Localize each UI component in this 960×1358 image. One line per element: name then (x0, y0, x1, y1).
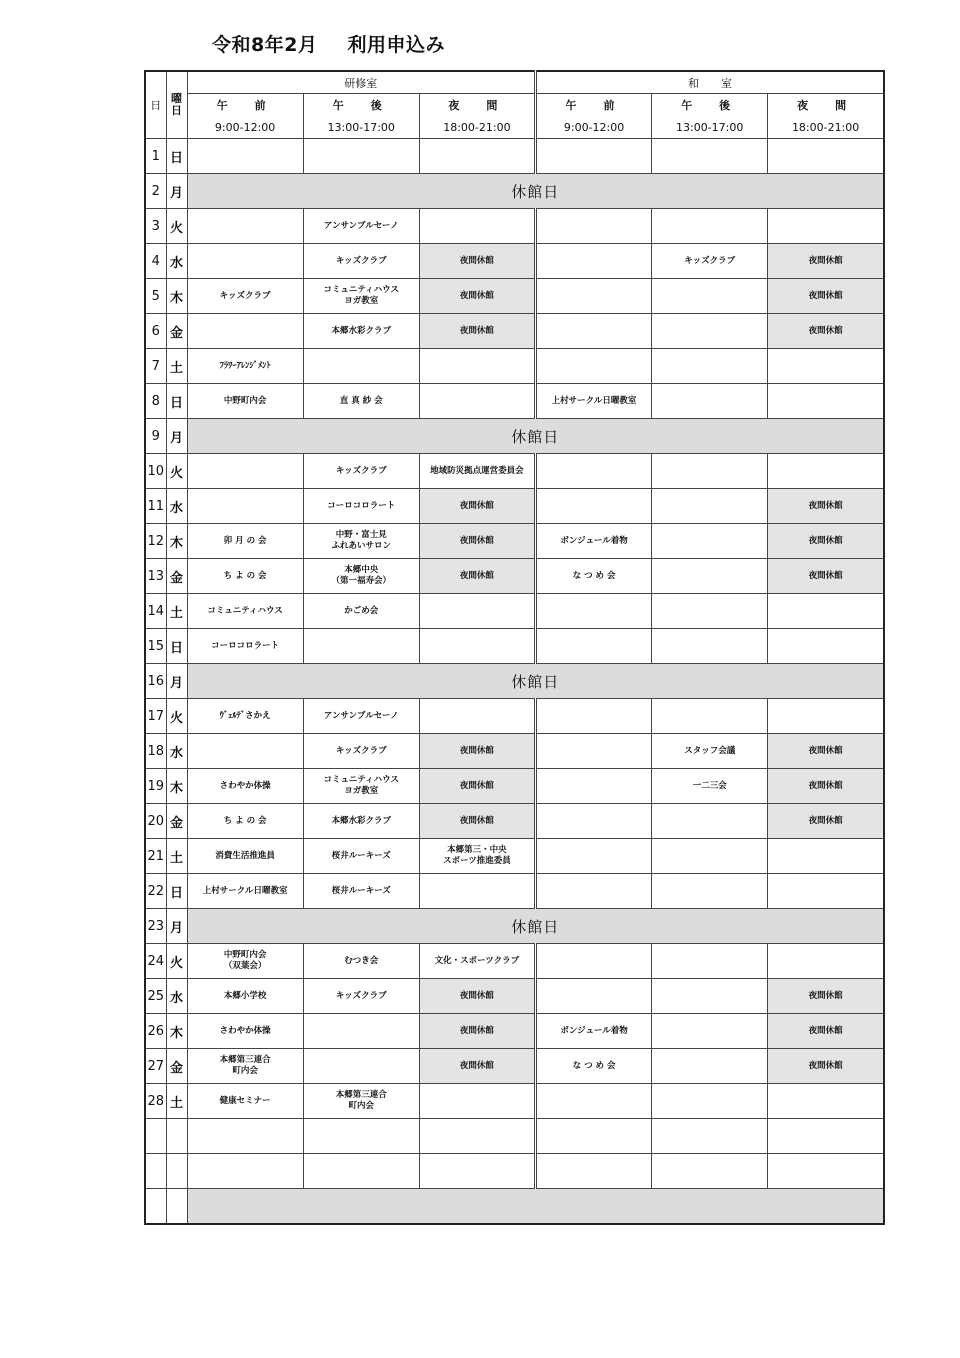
booking-cell[interactable]: 夜間休館 (768, 559, 884, 594)
weekday (166, 1119, 187, 1154)
booking-cell[interactable] (187, 734, 303, 769)
booking-cell[interactable]: コミュニティハウス ヨガ教室 (303, 769, 419, 804)
booking-cell[interactable]: 夜間休館 (768, 804, 884, 839)
weekday: 木 (166, 1014, 187, 1049)
table-row (145, 454, 884, 489)
weekday: 水 (166, 489, 187, 524)
booking-cell[interactable] (768, 699, 884, 734)
booking-cell[interactable]: 本郷水彩クラブ (303, 804, 419, 839)
weekday: 日 (166, 874, 187, 909)
day-number: 1 (145, 139, 166, 174)
day-number: 22 (145, 874, 166, 909)
table-row (145, 489, 884, 524)
table-row (145, 419, 884, 454)
time-header-pm: 13:00-17:00 (303, 116, 419, 139)
booking-cell[interactable]: 本郷第三連合 町内会 (187, 1049, 303, 1084)
booking-cell[interactable]: な つ め 会 (535, 1049, 651, 1084)
day-number: 13 (145, 559, 166, 594)
booking-cell[interactable] (535, 699, 651, 734)
booking-cell[interactable]: さわやか体操 (187, 1014, 303, 1049)
booking-cell[interactable]: コミュニティハウス (187, 594, 303, 629)
booking-cell[interactable] (652, 699, 768, 734)
booking-cell[interactable] (303, 1119, 419, 1154)
booking-cell[interactable]: キッズクラブ (303, 454, 419, 489)
booking-cell[interactable]: ち よ の 会 (187, 559, 303, 594)
table-row (145, 1049, 884, 1084)
weekday: 火 (166, 454, 187, 489)
weekday: 日 (166, 384, 187, 419)
booking-cell[interactable]: 夜間休館 (419, 489, 535, 524)
booking-cell[interactable] (652, 874, 768, 909)
room-header-kenshu: 研修室 (187, 71, 535, 94)
table-row (145, 174, 884, 209)
booking-cell[interactable] (768, 349, 884, 384)
booking-cell[interactable] (652, 279, 768, 314)
booking-cell[interactable]: 文化・スポーツクラブ (419, 944, 535, 979)
weekday: 日 (166, 629, 187, 664)
weekday: 土 (166, 1084, 187, 1119)
booking-cell[interactable]: 中野・富士見 ふれあいサロン (303, 524, 419, 559)
booking-cell[interactable] (535, 139, 651, 174)
booking-cell[interactable] (419, 349, 535, 384)
booking-cell[interactable]: 夜間休館 (768, 279, 884, 314)
table-row (145, 1119, 884, 1154)
booking-cell[interactable] (535, 944, 651, 979)
table-row (145, 699, 884, 734)
closed-day-cell: 休館日 (187, 174, 884, 209)
booking-cell[interactable] (419, 139, 535, 174)
booking-cell[interactable] (652, 1014, 768, 1049)
day-number: 17 (145, 699, 166, 734)
booking-cell[interactable]: 消費生活推進員 (187, 839, 303, 874)
booking-cell[interactable]: 夜間休館 (419, 1014, 535, 1049)
weekday: 金 (166, 559, 187, 594)
table-row (145, 524, 884, 559)
booking-cell[interactable]: 夜間休館 (768, 314, 884, 349)
booking-cell[interactable] (535, 874, 651, 909)
booking-cell[interactable]: 夜間休館 (419, 279, 535, 314)
table-row (145, 349, 884, 384)
day-number: 27 (145, 1049, 166, 1084)
booking-cell[interactable]: 夜間休館 (419, 314, 535, 349)
weekday: 土 (166, 839, 187, 874)
weekday: 月 (166, 174, 187, 209)
booking-cell[interactable] (768, 384, 884, 419)
booking-cell[interactable] (187, 314, 303, 349)
booking-cell[interactable]: 夜間休館 (768, 489, 884, 524)
booking-cell[interactable] (652, 209, 768, 244)
booking-cell[interactable] (768, 629, 884, 664)
booking-cell[interactable] (535, 209, 651, 244)
title-month: 令和8年2月 (212, 34, 318, 56)
booking-cell[interactable] (652, 594, 768, 629)
weekday: 木 (166, 524, 187, 559)
day-number: 3 (145, 209, 166, 244)
booking-cell[interactable]: 夜間休館 (768, 734, 884, 769)
weekday-column-header: 曜日 (166, 71, 187, 139)
booking-cell[interactable]: コーロコロラート (187, 629, 303, 664)
weekday: 木 (166, 279, 187, 314)
booking-cell[interactable]: キッズクラブ (303, 244, 419, 279)
table-row (145, 909, 884, 944)
booking-cell[interactable]: ﾌﾗﾜｰｱﾚﾝｼﾞﾒﾝﾄ (187, 349, 303, 384)
booking-cell[interactable]: 桜井ルーキーズ (303, 839, 419, 874)
booking-cell[interactable]: ボンジュール着物 (535, 524, 651, 559)
booking-cell[interactable]: 地域防災拠点運営委員会 (419, 454, 535, 489)
table-row (145, 244, 884, 279)
booking-cell[interactable]: 上村サークル日曜教室 (187, 874, 303, 909)
booking-cell[interactable] (419, 1154, 535, 1189)
booking-cell[interactable] (652, 489, 768, 524)
booking-cell[interactable]: かごめ会 (303, 594, 419, 629)
booking-cell[interactable] (652, 1154, 768, 1189)
booking-cell[interactable] (535, 804, 651, 839)
booking-cell[interactable] (535, 1084, 651, 1119)
table-row (145, 209, 884, 244)
booking-cell[interactable]: キッズクラブ (303, 734, 419, 769)
day-number: 12 (145, 524, 166, 559)
booking-cell[interactable]: 夜間休館 (419, 734, 535, 769)
day-number: 11 (145, 489, 166, 524)
day-number: 9 (145, 419, 166, 454)
booking-cell[interactable] (419, 1084, 535, 1119)
booking-cell[interactable]: 本郷第三連合 町内会 (303, 1084, 419, 1119)
booking-cell[interactable] (535, 349, 651, 384)
booking-cell[interactable]: 夜間休館 (768, 1014, 884, 1049)
weekday: 土 (166, 594, 187, 629)
day-number: 21 (145, 839, 166, 874)
booking-cell[interactable] (419, 1119, 535, 1154)
table-row (145, 979, 884, 1014)
booking-cell[interactable] (535, 279, 651, 314)
booking-cell[interactable] (652, 314, 768, 349)
booking-cell[interactable]: スタッフ会議 (652, 734, 768, 769)
weekday: 月 (166, 664, 187, 699)
booking-cell[interactable] (419, 594, 535, 629)
table-row (145, 1189, 884, 1225)
booking-cell[interactable]: 夜間休館 (419, 524, 535, 559)
booking-cell[interactable] (652, 139, 768, 174)
period-header-pm: 午 後 (303, 94, 419, 117)
booking-cell[interactable] (187, 489, 303, 524)
booking-cell[interactable] (535, 769, 651, 804)
period-header-am: 午 前 (535, 94, 651, 117)
day-number: 15 (145, 629, 166, 664)
booking-cell[interactable] (419, 629, 535, 664)
weekday: 日 (166, 139, 187, 174)
booking-cell[interactable] (535, 1119, 651, 1154)
weekday (166, 1189, 187, 1225)
closed-day-cell: 休館日 (187, 909, 884, 944)
day-number: 24 (145, 944, 166, 979)
booking-cell[interactable]: ち よ の 会 (187, 804, 303, 839)
period-header-night: 夜 間 (419, 94, 535, 117)
table-row (145, 279, 884, 314)
closed-day-cell: 休館日 (187, 419, 884, 454)
booking-cell[interactable]: アンサンブルセーノ (303, 209, 419, 244)
period-header-night: 夜 間 (768, 94, 884, 117)
table-row (145, 874, 884, 909)
booking-cell[interactable] (535, 629, 651, 664)
page-title (212, 30, 445, 57)
booking-cell[interactable] (652, 944, 768, 979)
booking-cell[interactable]: 本郷小学校 (187, 979, 303, 1014)
booking-cell[interactable]: ｳﾞｪﾙﾃﾞさかえ (187, 699, 303, 734)
booking-cell[interactable] (768, 139, 884, 174)
table-row (145, 594, 884, 629)
weekday: 金 (166, 1049, 187, 1084)
booking-cell[interactable] (652, 559, 768, 594)
booking-cell[interactable] (535, 1154, 651, 1189)
booking-cell[interactable] (768, 839, 884, 874)
booking-cell[interactable]: 一二三会 (652, 769, 768, 804)
period-header-pm: 午 後 (652, 94, 768, 117)
booking-cell[interactable] (652, 1119, 768, 1154)
table-row (145, 769, 884, 804)
booking-cell[interactable] (187, 244, 303, 279)
booking-cell[interactable]: コミュニティハウス ヨガ教室 (303, 279, 419, 314)
booking-cell[interactable] (768, 454, 884, 489)
weekday: 火 (166, 944, 187, 979)
booking-cell[interactable]: 桜井ルーキーズ (303, 874, 419, 909)
booking-cell[interactable]: ボンジュール着物 (535, 1014, 651, 1049)
booking-cell[interactable] (535, 734, 651, 769)
weekday: 金 (166, 804, 187, 839)
day-number: 14 (145, 594, 166, 629)
weekday: 火 (166, 699, 187, 734)
booking-cell[interactable]: むつき会 (303, 944, 419, 979)
time-header-am: 9:00-12:00 (535, 116, 651, 139)
booking-cell[interactable] (419, 874, 535, 909)
booking-cell[interactable] (652, 1084, 768, 1119)
booking-cell[interactable] (768, 874, 884, 909)
day-number: 16 (145, 664, 166, 699)
booking-cell[interactable]: 中野町内会 （双葉会） (187, 944, 303, 979)
booking-cell[interactable] (187, 1154, 303, 1189)
booking-cell[interactable]: キッズクラブ (303, 979, 419, 1014)
time-header-night: 18:00-21:00 (768, 116, 884, 139)
booking-cell[interactable]: 夜間休館 (768, 244, 884, 279)
booking-cell[interactable] (652, 1049, 768, 1084)
weekday: 火 (166, 209, 187, 244)
booking-cell[interactable]: アンサンブルセーノ (303, 699, 419, 734)
booking-cell[interactable] (187, 1119, 303, 1154)
booking-cell[interactable]: キッズクラブ (187, 279, 303, 314)
booking-cell[interactable] (652, 839, 768, 874)
booking-cell[interactable] (535, 839, 651, 874)
weekday: 水 (166, 734, 187, 769)
day-number: 18 (145, 734, 166, 769)
booking-cell[interactable] (303, 629, 419, 664)
booking-cell[interactable] (187, 209, 303, 244)
booking-cell[interactable]: 夜間休館 (419, 804, 535, 839)
table-row (145, 384, 884, 419)
table-row (145, 944, 884, 979)
weekday (166, 1154, 187, 1189)
booking-cell[interactable] (652, 384, 768, 419)
day-number: 26 (145, 1014, 166, 1049)
booking-cell[interactable] (303, 1014, 419, 1049)
booking-cell[interactable] (652, 979, 768, 1014)
booking-cell[interactable]: な つ め 会 (535, 559, 651, 594)
day-column-header: 日 (145, 71, 166, 139)
day-number: 2 (145, 174, 166, 209)
booking-cell[interactable]: コーロコロラート (303, 489, 419, 524)
weekday: 金 (166, 314, 187, 349)
day-number (145, 1154, 166, 1189)
booking-cell[interactable]: 直 真 紗 会 (303, 384, 419, 419)
booking-cell[interactable] (419, 209, 535, 244)
table-row (145, 804, 884, 839)
booking-cell[interactable]: 夜間休館 (419, 244, 535, 279)
booking-cell[interactable] (768, 1119, 884, 1154)
weekday: 水 (166, 244, 187, 279)
booking-cell[interactable] (187, 454, 303, 489)
day-number: 23 (145, 909, 166, 944)
booking-cell[interactable] (303, 349, 419, 384)
table-row (145, 1084, 884, 1119)
booking-cell[interactable] (768, 209, 884, 244)
booking-cell[interactable]: 健康セミナー (187, 1084, 303, 1119)
booking-cell[interactable]: 夜間休館 (419, 559, 535, 594)
time-header-night: 18:00-21:00 (419, 116, 535, 139)
booking-cell[interactable] (652, 454, 768, 489)
booking-cell[interactable] (768, 944, 884, 979)
closed-day-cell (187, 1189, 884, 1225)
table-row (145, 139, 884, 174)
title-subtitle: 利用申込み (347, 34, 445, 56)
period-header-am: 午 前 (187, 94, 303, 117)
table-row (145, 1154, 884, 1189)
closed-day-cell: 休館日 (187, 664, 884, 699)
table-row (145, 734, 884, 769)
booking-cell[interactable] (652, 804, 768, 839)
booking-cell[interactable]: キッズクラブ (652, 244, 768, 279)
booking-cell[interactable] (535, 489, 651, 524)
booking-cell[interactable] (535, 979, 651, 1014)
day-number (145, 1189, 166, 1225)
day-number: 8 (145, 384, 166, 419)
table-row (145, 629, 884, 664)
day-number: 6 (145, 314, 166, 349)
booking-cell[interactable]: 夜間休館 (768, 1049, 884, 1084)
room-header-washitsu: 和 室 (535, 71, 884, 94)
day-number: 28 (145, 1084, 166, 1119)
weekday: 月 (166, 419, 187, 454)
table-row (145, 839, 884, 874)
booking-cell[interactable] (652, 349, 768, 384)
time-header-pm: 13:00-17:00 (652, 116, 768, 139)
table-row (145, 1014, 884, 1049)
day-number: 20 (145, 804, 166, 839)
weekday: 木 (166, 769, 187, 804)
booking-cell[interactable]: 本郷水彩クラブ (303, 314, 419, 349)
schedule-table (144, 70, 885, 1225)
booking-cell[interactable] (535, 594, 651, 629)
booking-cell[interactable]: 本郷中央 （第一福寿会） (303, 559, 419, 594)
booking-cell[interactable] (303, 1049, 419, 1084)
day-number: 25 (145, 979, 166, 1014)
booking-cell[interactable] (652, 629, 768, 664)
booking-cell[interactable]: さわやか体操 (187, 769, 303, 804)
weekday: 月 (166, 909, 187, 944)
booking-cell[interactable]: 夜間休館 (419, 1049, 535, 1084)
table-row (145, 559, 884, 594)
weekday: 土 (166, 349, 187, 384)
booking-cell[interactable] (303, 1154, 419, 1189)
weekday: 水 (166, 979, 187, 1014)
booking-cell[interactable]: 夜間休館 (419, 769, 535, 804)
booking-cell[interactable] (535, 454, 651, 489)
time-header-am: 9:00-12:00 (187, 116, 303, 139)
booking-cell[interactable] (535, 314, 651, 349)
day-number: 7 (145, 349, 166, 384)
day-number: 19 (145, 769, 166, 804)
booking-cell[interactable] (768, 1084, 884, 1119)
booking-cell[interactable]: 夜間休館 (768, 524, 884, 559)
booking-cell[interactable]: 夜間休館 (419, 979, 535, 1014)
day-number (145, 1119, 166, 1154)
booking-cell[interactable] (187, 139, 303, 174)
booking-cell[interactable]: 上村サークル日曜教室 (535, 384, 651, 419)
booking-cell[interactable]: 夜間休館 (768, 979, 884, 1014)
booking-cell[interactable] (419, 699, 535, 734)
booking-cell[interactable]: 卯 月 の 会 (187, 524, 303, 559)
booking-cell[interactable] (303, 139, 419, 174)
day-number: 5 (145, 279, 166, 314)
booking-cell[interactable] (652, 524, 768, 559)
day-number: 10 (145, 454, 166, 489)
booking-cell[interactable]: 夜間休館 (768, 769, 884, 804)
booking-cell[interactable]: 本郷第三・中央 スポーツ推進委員 (419, 839, 535, 874)
day-number: 4 (145, 244, 166, 279)
booking-cell[interactable] (535, 244, 651, 279)
table-row (145, 664, 884, 699)
booking-cell[interactable] (419, 384, 535, 419)
booking-cell[interactable] (768, 1154, 884, 1189)
booking-cell[interactable] (768, 594, 884, 629)
table-row (145, 314, 884, 349)
booking-cell[interactable]: 中野町内会 (187, 384, 303, 419)
